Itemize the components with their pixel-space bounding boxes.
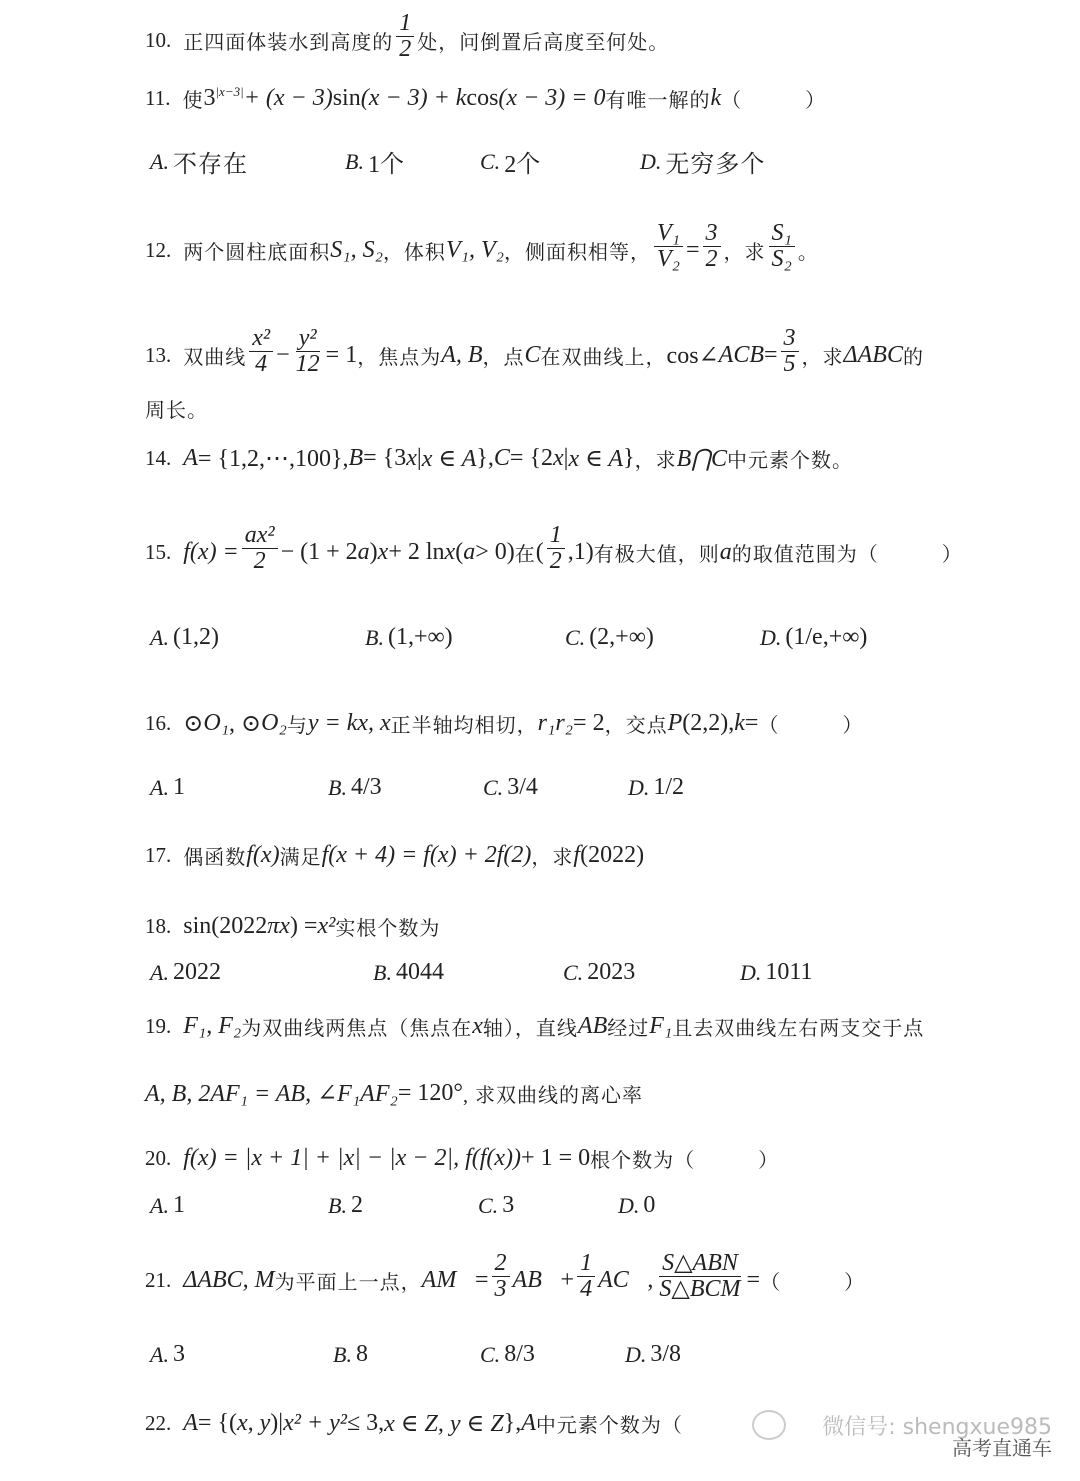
math: sin(2022 xyxy=(183,913,268,939)
math: f(x) = xyxy=(183,539,239,566)
text: 正四面体装水到高度的 xyxy=(183,32,394,55)
math: a xyxy=(357,539,370,566)
question-21 xyxy=(145,1250,866,1303)
math: x xyxy=(377,539,389,566)
option-d xyxy=(628,774,684,801)
math: x² + y² xyxy=(283,1410,347,1436)
question-number: 16. xyxy=(145,711,172,735)
option-value: 3/4 xyxy=(507,774,538,800)
option-d xyxy=(760,624,867,651)
question-12 xyxy=(145,220,819,273)
option-value: 1011 xyxy=(765,959,813,985)
option-a xyxy=(150,1192,185,1219)
math: ⊙ xyxy=(183,711,204,737)
math: ,1) xyxy=(567,539,594,566)
text: ，侧面积相等， xyxy=(503,242,651,265)
fraction xyxy=(781,326,799,377)
math: = xyxy=(763,342,778,369)
math: k xyxy=(734,710,745,736)
text: ，体积 xyxy=(382,242,446,265)
option-a xyxy=(150,959,221,986)
math: A, B xyxy=(441,342,483,369)
math: f(x + 4) = f(x) + 2f(2) xyxy=(321,842,532,868)
math: B xyxy=(348,445,364,471)
math: r₁r₂ xyxy=(537,710,574,736)
fraction xyxy=(577,1251,595,1302)
text: ，交点 xyxy=(604,715,668,737)
math: = xyxy=(474,1267,489,1294)
superscript: |x−3| xyxy=(215,84,244,99)
option-label: D. xyxy=(640,148,662,174)
option-value: 0 xyxy=(643,1192,656,1218)
math: , xyxy=(647,1267,654,1294)
math: y = kx, x xyxy=(307,710,391,736)
option-value: 2 xyxy=(350,1192,363,1218)
question-number: 22. xyxy=(145,1411,172,1435)
wechat-icon xyxy=(752,1410,786,1440)
numerator: S₁ xyxy=(769,221,795,247)
option-label: A. xyxy=(150,148,169,174)
question-13 xyxy=(145,325,924,378)
option-a xyxy=(150,774,185,801)
math: 3 xyxy=(203,85,216,111)
option-value: (1,2) xyxy=(172,624,219,650)
text: 的 xyxy=(902,347,924,370)
math: = 2 xyxy=(573,710,605,736)
math: a xyxy=(463,539,476,566)
option-value: 4/3 xyxy=(350,774,382,800)
math: > 0) xyxy=(475,539,515,566)
math: ( xyxy=(455,539,464,566)
option-value: 8/3 xyxy=(504,1341,535,1367)
text: ，求 xyxy=(531,847,574,869)
math: − xyxy=(276,342,290,369)
option-c xyxy=(483,774,538,801)
fraction xyxy=(703,221,721,272)
option-label: B. xyxy=(333,1341,352,1367)
text: 轴），直线 xyxy=(482,1018,578,1040)
option-a xyxy=(150,624,219,651)
math: x xyxy=(472,1013,483,1039)
numerator: S△ABN xyxy=(659,1251,741,1277)
numerator: 1 xyxy=(547,523,565,549)
option-value: 1 xyxy=(172,1192,185,1218)
math: x² xyxy=(317,913,336,939)
question-number: 20. xyxy=(145,1146,172,1170)
text: 的取值范围为（ ） xyxy=(731,544,963,567)
math: S₁, S₂ xyxy=(330,237,383,264)
text: 且去双曲线左右两支交于点 xyxy=(672,1018,925,1040)
denominator: S△BCM xyxy=(659,1276,741,1303)
option-label: B. xyxy=(345,148,364,174)
math: k xyxy=(710,85,722,111)
option-c xyxy=(478,1192,514,1219)
text: 为平面上一点， xyxy=(274,1272,422,1295)
option-label: B. xyxy=(373,959,392,985)
text: 根个数为（ ） xyxy=(590,1150,780,1172)
math: A xyxy=(183,1410,198,1436)
option-value: (1/e,+∞) xyxy=(785,624,868,650)
math: + xyxy=(560,1267,575,1294)
math: (2022) xyxy=(580,842,645,868)
math: = xyxy=(685,237,700,264)
denominator: 2 xyxy=(549,548,562,575)
math: − (1 + 2 xyxy=(280,539,358,566)
option-value: 8 xyxy=(355,1341,368,1367)
question-11 xyxy=(145,84,826,113)
text: （ ） xyxy=(758,715,864,737)
option-label: B. xyxy=(365,624,384,650)
option-value: 2023 xyxy=(587,959,636,985)
question-cont xyxy=(145,1079,643,1108)
option-label: A. xyxy=(150,624,169,650)
option-label: C. xyxy=(483,774,504,800)
math: cos∠ xyxy=(666,343,719,370)
text: 双曲线 xyxy=(183,347,247,370)
math: C xyxy=(493,445,510,471)
math: A xyxy=(183,445,198,471)
text: 与 xyxy=(286,715,308,737)
math: x xyxy=(406,445,417,471)
denominator: 4 xyxy=(255,351,268,378)
option-value: 4044 xyxy=(395,959,444,985)
math: C xyxy=(524,342,541,369)
text: ，点 xyxy=(482,347,525,370)
text: ，焦点为 xyxy=(357,347,442,370)
option-label: B. xyxy=(328,774,347,800)
math: F₁ xyxy=(649,1013,673,1039)
fraction xyxy=(396,11,414,62)
numerator: ax² xyxy=(242,523,278,549)
option-d xyxy=(618,1192,655,1219)
math: AC⃗ xyxy=(598,1267,648,1294)
option-c xyxy=(480,1341,535,1368)
math: = 1 xyxy=(325,342,358,369)
option-value: (1,+∞) xyxy=(387,624,453,650)
option-label: D. xyxy=(625,1341,647,1367)
watermark: 微信号: shengxue985 xyxy=(822,1415,1052,1440)
math: x xyxy=(444,539,456,566)
option-label: C. xyxy=(565,624,586,650)
math: )| xyxy=(270,1410,284,1436)
text: 周长。 xyxy=(145,400,208,422)
option-value: 不存在 xyxy=(172,152,248,178)
math: sin xyxy=(332,85,361,111)
math: , ⊙ xyxy=(229,711,262,737)
option-label: C. xyxy=(480,148,501,174)
option-value: (2,+∞) xyxy=(589,624,654,650)
watermark-subtitle: 高考直通车 xyxy=(952,1436,1052,1460)
option-b xyxy=(345,144,404,179)
text: 实根个数为 xyxy=(335,918,441,940)
numerator: 1 xyxy=(396,11,414,37)
question-17 xyxy=(145,841,644,870)
denominator: 2 xyxy=(705,246,718,273)
text: 为双曲线两焦点（焦点在 xyxy=(241,1018,473,1040)
question-22 xyxy=(145,1409,683,1438)
option-label: C. xyxy=(478,1192,499,1218)
fraction xyxy=(242,523,278,574)
option-value: 3 xyxy=(502,1192,515,1218)
fraction xyxy=(769,221,795,272)
math: + (x − 3) xyxy=(243,85,333,111)
question-18 xyxy=(145,912,440,941)
option-value: 2022 xyxy=(172,959,221,985)
math: AB xyxy=(577,1013,608,1039)
numerator: 1 xyxy=(577,1251,595,1277)
text: 在双曲线上， xyxy=(540,347,667,370)
option-b xyxy=(328,774,382,801)
question-cont xyxy=(145,394,208,423)
math: = {2 xyxy=(509,445,553,471)
math: cos xyxy=(466,85,499,111)
fraction xyxy=(656,1251,743,1302)
question-number: 18. xyxy=(145,914,172,938)
option-c xyxy=(565,624,654,651)
math: (x − 3) + k xyxy=(360,85,467,111)
option-label: D. xyxy=(740,959,762,985)
text: ，求 xyxy=(634,450,677,472)
math: V₁, V₂ xyxy=(445,237,504,264)
question-number: 14. xyxy=(145,446,172,470)
math: = xyxy=(744,710,759,736)
option-label: B. xyxy=(328,1192,347,1218)
math: ≤ 3, xyxy=(346,1410,385,1436)
text: 正半轴均相切， xyxy=(390,715,538,737)
numerator: 2 xyxy=(492,1251,510,1277)
numerator: y² xyxy=(296,326,320,352)
math: a xyxy=(719,539,732,566)
text: 中元素个数。 xyxy=(726,450,853,472)
question-number: 21. xyxy=(145,1268,172,1293)
text: 偶函数 xyxy=(183,847,247,869)
math: P xyxy=(667,710,683,736)
text: 在 xyxy=(514,544,536,567)
math: } xyxy=(623,445,635,471)
option-d xyxy=(640,144,765,179)
math: ) = xyxy=(289,913,318,939)
math: = {( xyxy=(197,1410,237,1436)
option-value: 3/8 xyxy=(650,1341,682,1367)
question-number: 11. xyxy=(145,86,171,110)
option-label: D. xyxy=(760,624,782,650)
question-19 xyxy=(145,1012,924,1041)
question-20 xyxy=(145,1144,779,1173)
text: 使 xyxy=(182,90,204,112)
text: 有极大值，则 xyxy=(593,544,720,567)
numerator: 3 xyxy=(703,221,721,247)
text: ，求 xyxy=(801,347,844,370)
math: A, B, 2AF₁ = AB, ∠F₁AF₂ xyxy=(145,1081,398,1107)
text: ，求 xyxy=(723,242,766,265)
fraction xyxy=(293,326,323,377)
option-label: A. xyxy=(150,774,169,800)
math: ( xyxy=(535,539,544,566)
question-15 xyxy=(145,522,963,575)
question-number: 12. xyxy=(145,238,172,263)
question-10 xyxy=(145,10,670,63)
text: , 求双曲线的离心率 xyxy=(462,1085,643,1107)
option-b xyxy=(365,624,453,651)
text: 处，问倒置后高度至何处。 xyxy=(417,32,670,55)
math: = xyxy=(746,1267,761,1294)
math: (2,2), xyxy=(682,710,735,736)
fraction xyxy=(492,1251,510,1302)
question-14 xyxy=(145,444,853,473)
option-value: 1个 xyxy=(367,152,404,178)
option-b xyxy=(333,1341,368,1368)
math: = {1,2,⋯,100}, xyxy=(197,446,349,472)
option-value: 1/2 xyxy=(653,774,685,800)
option-value: 3 xyxy=(172,1341,185,1367)
math: B⋂C xyxy=(676,446,727,472)
text: 。 xyxy=(797,242,819,265)
math: x ∈ A xyxy=(421,446,477,472)
math: f(x) xyxy=(246,842,280,868)
math: AB⃗ xyxy=(512,1267,561,1294)
question-number: 10. xyxy=(145,28,172,53)
text: （ ） xyxy=(760,1272,866,1295)
option-c xyxy=(563,959,635,986)
option-d xyxy=(740,959,813,986)
math: }, xyxy=(503,1410,522,1436)
math: x, y xyxy=(236,1410,271,1436)
text: 满足 xyxy=(279,847,322,869)
math: | xyxy=(563,445,569,471)
math: ACB xyxy=(718,342,764,369)
math: = {3 xyxy=(363,445,407,471)
numerator: V₁ xyxy=(654,221,683,247)
math: + 2 ln xyxy=(388,539,445,566)
option-b xyxy=(373,959,444,986)
text: 中元素个数为（ xyxy=(535,1415,683,1437)
denominator: 2 xyxy=(253,548,266,575)
denominator: 3 xyxy=(494,1276,507,1303)
option-label: C. xyxy=(480,1341,501,1367)
math: F₁, F₂ xyxy=(183,1013,242,1039)
math: ΔABC xyxy=(843,342,903,369)
option-c xyxy=(480,144,540,179)
option-b xyxy=(328,1192,363,1219)
denominator: 2 xyxy=(399,36,412,63)
denominator: 12 xyxy=(295,351,320,378)
math: x xyxy=(552,445,564,471)
option-value: 1 xyxy=(172,774,185,800)
question-number: 15. xyxy=(145,540,172,565)
option-value: 2个 xyxy=(504,152,541,178)
option-a xyxy=(150,1341,185,1368)
numerator: 3 xyxy=(781,326,799,352)
question-number: 19. xyxy=(145,1014,172,1038)
option-value: 无穷多个 xyxy=(665,152,766,178)
math: f xyxy=(573,842,581,868)
option-label: D. xyxy=(618,1192,640,1218)
denominator: 5 xyxy=(783,351,796,378)
denominator: V₂ xyxy=(656,246,680,273)
option-label: A. xyxy=(150,1192,169,1218)
fraction xyxy=(249,326,273,377)
math: = 120° xyxy=(397,1080,463,1106)
option-label: C. xyxy=(563,959,584,985)
math: A xyxy=(521,1410,536,1436)
math: πx xyxy=(267,913,290,939)
text: 经过 xyxy=(607,1018,650,1040)
fraction xyxy=(654,221,683,272)
fraction xyxy=(547,523,565,574)
math: }, xyxy=(476,445,494,471)
math: | xyxy=(416,445,422,471)
numerator: x² xyxy=(249,326,273,352)
math: + 1 = 0 xyxy=(521,1145,591,1171)
math: O₂ xyxy=(261,710,287,736)
denominator: S₂ xyxy=(771,246,792,273)
math: ) xyxy=(369,539,378,566)
math: f(x) = |x + 1| + |x| − |x − 2|, f(f(x)) xyxy=(183,1145,522,1171)
option-label: D. xyxy=(628,774,650,800)
math: (x − 3) = 0 xyxy=(498,85,606,111)
math: AM⃗ xyxy=(421,1267,475,1294)
option-label: A. xyxy=(150,959,169,985)
denominator: 4 xyxy=(580,1276,593,1303)
option-a xyxy=(150,144,248,179)
option-d xyxy=(625,1341,681,1368)
math: O₁ xyxy=(203,710,230,736)
math: x ∈ Z, y ∈ Z xyxy=(384,1411,504,1437)
question-number: 13. xyxy=(145,343,172,368)
text: （ ） xyxy=(721,90,827,112)
option-label: A. xyxy=(150,1341,169,1367)
text: 两个圆柱底面积 xyxy=(183,242,331,265)
question-number: 17. xyxy=(145,843,172,867)
math: x ∈ A xyxy=(568,446,624,472)
question-16 xyxy=(145,709,863,738)
text: 有唯一解的 xyxy=(605,90,711,112)
math: ΔABC, M xyxy=(183,1267,275,1294)
